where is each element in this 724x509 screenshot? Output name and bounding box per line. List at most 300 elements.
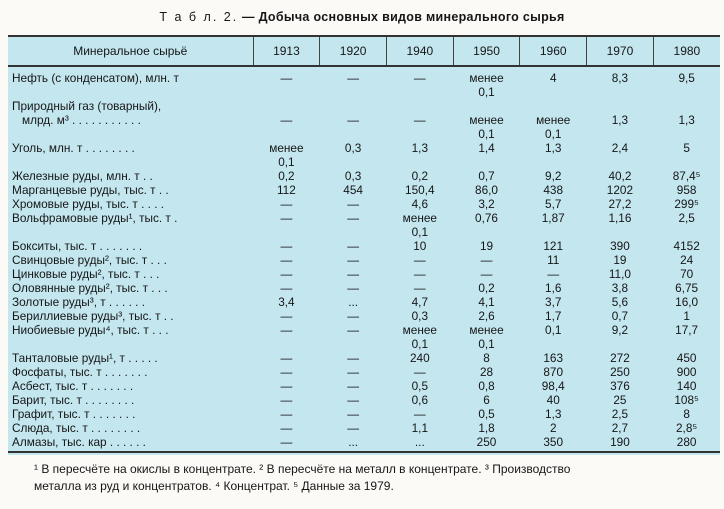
- value-cell: [386, 435, 453, 452]
- table-row: [8, 211, 720, 239]
- value-cell: [386, 295, 453, 309]
- value-line: 1,3: [545, 141, 562, 155]
- mineral-name-cell: [8, 183, 253, 197]
- mineral-name-cell: [8, 66, 253, 99]
- value-line: 4,6: [411, 197, 429, 211]
- value-line: 19: [613, 253, 627, 267]
- value-cell: [587, 393, 654, 407]
- value-cell: [320, 407, 387, 421]
- value-line: —: [413, 113, 426, 127]
- value-line: 0,2: [478, 281, 495, 295]
- value-line: —: [280, 267, 293, 281]
- value-line: 8: [683, 407, 690, 421]
- mineral-name-line: Бериллиевые руды³, тыс. т . .: [12, 309, 174, 323]
- value-cell: [253, 365, 320, 379]
- value-line: 5,7: [545, 197, 562, 211]
- value-line: —: [280, 253, 293, 267]
- value-cell: [520, 197, 587, 211]
- value-line: 16,0: [675, 295, 699, 309]
- mineral-name-cell: [8, 407, 253, 421]
- value-cell: [253, 183, 320, 197]
- value-line: —: [280, 379, 293, 393]
- value-line: 4,7: [411, 295, 429, 309]
- value-line: —: [280, 211, 293, 225]
- mineral-name-cell: [8, 141, 253, 169]
- value-line: 1202: [606, 183, 634, 197]
- value-line: —: [280, 407, 293, 421]
- value-line: 11: [547, 253, 560, 267]
- value-cell: [453, 421, 520, 435]
- value-cell: [653, 141, 720, 169]
- value-cell: [253, 421, 320, 435]
- value-line: —: [280, 435, 293, 449]
- value-line: 150,4: [405, 183, 435, 197]
- value-line: 1,1: [411, 421, 429, 435]
- value-line: 112: [277, 183, 296, 197]
- value-line: 900: [676, 365, 697, 379]
- value-cell: [653, 99, 720, 141]
- value-cell: [320, 421, 387, 435]
- mineral-name-cell: [8, 393, 253, 407]
- value-line: 10: [413, 239, 427, 253]
- value-cell: [587, 379, 654, 393]
- value-line: —: [413, 407, 426, 421]
- mineral-name-line: Асбест, тыс. т . . . . . . .: [12, 379, 134, 393]
- value-cell: [520, 407, 587, 421]
- value-cell: [520, 99, 587, 141]
- mineral-name-cell: [8, 379, 253, 393]
- value-line: 454: [343, 183, 363, 197]
- value-cell: [587, 169, 654, 183]
- value-cell: [587, 197, 654, 211]
- value-line: —: [347, 421, 360, 435]
- value-line: 272: [610, 351, 630, 365]
- value-line: —: [413, 267, 426, 281]
- header-name-col: Минеральное сырьё: [8, 36, 253, 66]
- value-line: 1: [683, 309, 690, 323]
- value-line: ...: [414, 435, 425, 449]
- value-line: 121: [543, 239, 564, 253]
- value-cell: [386, 197, 453, 211]
- value-line: 9,5: [678, 71, 695, 85]
- value-cell: [386, 407, 453, 421]
- value-cell: [653, 197, 720, 211]
- mineral-name-cell: [8, 365, 253, 379]
- value-cell: [453, 407, 520, 421]
- value-line: 108⁵: [674, 393, 699, 407]
- table-row: [8, 99, 720, 141]
- value-line: 870: [543, 365, 564, 379]
- value-cell: [520, 281, 587, 295]
- value-cell: [587, 407, 654, 421]
- value-cell: [386, 309, 453, 323]
- value-line: —: [413, 253, 426, 267]
- mineral-name-cell: [8, 309, 253, 323]
- value-cell: [453, 183, 520, 197]
- value-cell: [386, 323, 453, 351]
- value-cell: [653, 323, 720, 351]
- value-line: [388, 99, 451, 113]
- mineral-name-cell: [8, 295, 253, 309]
- mineral-name-line: Оловянные руды², тыс. т . . .: [12, 281, 168, 295]
- mineral-name-line: Вольфрамовые руды¹, тыс. т .: [12, 211, 178, 225]
- value-line: —: [347, 267, 360, 281]
- value-line: 4: [549, 71, 557, 85]
- value-line: 0,5: [411, 379, 429, 393]
- value-cell: [653, 281, 720, 295]
- mineral-name-line: Слюда, тыс. т . . . . . . . .: [12, 421, 141, 435]
- value-line: —: [347, 253, 360, 267]
- value-line: 3,7: [545, 295, 562, 309]
- table-row: [8, 393, 720, 407]
- value-cell: [320, 169, 387, 183]
- value-line: [455, 99, 518, 113]
- value-line: 2,7: [611, 421, 629, 435]
- value-line: 0,2: [411, 169, 429, 183]
- value-line: 376: [610, 379, 630, 393]
- value-cell: [253, 197, 320, 211]
- value-cell: [453, 393, 520, 407]
- value-cell: [587, 183, 654, 197]
- value-cell: [520, 66, 587, 99]
- mineral-name-cell: [8, 197, 253, 211]
- value-cell: [453, 66, 520, 99]
- value-line: 2,5: [611, 407, 629, 421]
- mineral-name-cell: [8, 323, 253, 351]
- value-line: —: [347, 351, 360, 365]
- value-cell: [320, 281, 387, 295]
- value-line: 1,3: [545, 407, 562, 421]
- value-line: —: [280, 421, 293, 435]
- value-line: 40: [546, 393, 560, 407]
- value-cell: [253, 99, 320, 141]
- mineral-name-line: Графит, тыс. т . . . . . . .: [12, 407, 136, 421]
- value-cell: [453, 435, 520, 452]
- value-line: —: [347, 197, 360, 211]
- table-row: [8, 239, 720, 253]
- value-line: менее: [469, 71, 504, 85]
- value-cell: [587, 99, 654, 141]
- value-cell: [253, 379, 320, 393]
- mineral-name-cell: [8, 421, 253, 435]
- value-cell: [320, 66, 387, 99]
- value-cell: [520, 141, 587, 169]
- value-cell: [253, 281, 320, 295]
- value-line: —: [480, 267, 493, 281]
- table-row: [8, 197, 720, 211]
- value-cell: [520, 169, 587, 183]
- value-line: —: [347, 281, 360, 295]
- value-cell: [320, 351, 387, 365]
- value-cell: [320, 323, 387, 351]
- mineral-name-cell: [8, 239, 253, 253]
- mineral-name-line: млрд. м³ . . . . . . . . . . .: [22, 113, 141, 127]
- value-cell: [386, 393, 453, 407]
- value-line: 1,3: [678, 113, 695, 127]
- value-cell: [453, 253, 520, 267]
- value-cell: [653, 253, 720, 267]
- value-cell: [320, 365, 387, 379]
- value-cell: [520, 365, 587, 379]
- value-cell: [386, 281, 453, 295]
- header-year: 1950: [453, 36, 520, 66]
- value-cell: [320, 309, 387, 323]
- value-line: 250: [476, 435, 497, 449]
- value-cell: [253, 435, 320, 452]
- mineral-production-table: [8, 35, 720, 453]
- value-cell: [653, 421, 720, 435]
- table-row: [8, 295, 720, 309]
- value-cell: [653, 169, 720, 183]
- value-cell: [520, 421, 587, 435]
- value-cell: [453, 281, 520, 295]
- value-line: 0,7: [478, 169, 495, 183]
- value-line: —: [280, 351, 293, 365]
- value-line: менее: [469, 323, 504, 337]
- value-line: 0,1: [545, 323, 562, 337]
- value-cell: [520, 253, 587, 267]
- value-cell: [320, 211, 387, 239]
- value-line: 163: [543, 351, 564, 365]
- value-cell: [453, 99, 520, 141]
- mineral-name-line: Барит, тыс. т . . . . . . . .: [12, 393, 135, 407]
- value-line: —: [413, 365, 426, 379]
- value-line: [255, 99, 318, 113]
- value-cell: [520, 393, 587, 407]
- table-title: [0, 10, 724, 24]
- table-body: [8, 66, 720, 452]
- value-line: —: [347, 393, 360, 407]
- table-row: [8, 267, 720, 281]
- value-cell: [587, 267, 654, 281]
- value-line: —: [347, 309, 360, 323]
- header-year: 1980: [653, 36, 720, 66]
- value-cell: [653, 183, 720, 197]
- value-line: 1,6: [545, 281, 562, 295]
- value-line: 390: [610, 239, 630, 253]
- value-line: ...: [348, 295, 359, 309]
- mineral-name-cell: [8, 211, 253, 239]
- value-line: 2,5: [678, 211, 695, 225]
- value-line: —: [547, 267, 560, 281]
- value-line: 958: [676, 183, 697, 197]
- value-line: —: [413, 281, 426, 295]
- value-cell: [253, 323, 320, 351]
- value-line: —: [347, 71, 360, 85]
- value-line: 5,6: [611, 295, 629, 309]
- value-cell: [520, 239, 587, 253]
- value-line: 1,3: [611, 113, 629, 127]
- value-line: 250: [610, 365, 630, 379]
- value-line: [655, 99, 718, 113]
- value-cell: [520, 183, 587, 197]
- value-cell: [386, 351, 453, 365]
- value-line: 0,7: [611, 309, 629, 323]
- mineral-name-line: Цинковые руды², тыс. т . . .: [12, 267, 160, 281]
- header-year: 1940: [386, 36, 453, 66]
- table-row: [8, 141, 720, 169]
- mineral-name-cell: [8, 267, 253, 281]
- value-cell: [320, 393, 387, 407]
- mineral-name-line: Свинцовые руды², тыс. т . . .: [12, 253, 167, 267]
- mineral-name-line: Танталовые руды¹, т . . . . .: [12, 351, 158, 365]
- value-line: —: [280, 365, 293, 379]
- value-line: 0,1: [478, 127, 495, 141]
- value-line: [589, 99, 652, 113]
- value-line: 8: [483, 351, 490, 365]
- table-row: [8, 66, 720, 99]
- value-cell: [653, 267, 720, 281]
- value-cell: [520, 323, 587, 351]
- value-cell: [453, 351, 520, 365]
- footnote-line: металла из руд и концентратов. ⁴ Концентрат. ⁵ Данные за 1979.: [34, 479, 394, 493]
- value-line: ...: [348, 435, 359, 449]
- value-cell: [320, 253, 387, 267]
- value-cell: [253, 141, 320, 169]
- value-cell: [386, 253, 453, 267]
- table-label: Т а б л. 2.: [159, 10, 239, 24]
- value-line: —: [280, 281, 293, 295]
- value-cell: [453, 239, 520, 253]
- header-year: 1913: [253, 36, 320, 66]
- value-cell: [653, 211, 720, 239]
- value-cell: [320, 99, 387, 141]
- value-cell: [386, 267, 453, 281]
- value-cell: [453, 309, 520, 323]
- value-cell: [386, 183, 453, 197]
- value-line: —: [280, 323, 293, 337]
- value-cell: [453, 379, 520, 393]
- value-line: 1,4: [478, 141, 495, 155]
- mineral-name-line: Хромовые руды, тыс. т . . . .: [12, 197, 165, 211]
- value-cell: [453, 323, 520, 351]
- table-row: [8, 281, 720, 295]
- value-line: 98,4: [541, 379, 565, 393]
- value-line: —: [280, 393, 293, 407]
- value-cell: [587, 239, 654, 253]
- value-cell: [386, 239, 453, 253]
- value-cell: [453, 365, 520, 379]
- value-cell: [253, 253, 320, 267]
- mineral-name-line: Алмазы, тыс. кар . . . . . .: [12, 435, 146, 449]
- value-line: 240: [409, 351, 430, 365]
- table-row: [8, 253, 720, 267]
- mineral-name-line: Природный газ (товарный),: [12, 99, 162, 113]
- value-cell: [386, 211, 453, 239]
- value-line: 27,2: [608, 197, 632, 211]
- value-line: —: [280, 197, 293, 211]
- value-line: 140: [676, 379, 697, 393]
- value-line: 0,6: [411, 393, 429, 407]
- value-line: —: [347, 365, 360, 379]
- value-line: 6,75: [675, 281, 699, 295]
- value-line: менее: [536, 113, 571, 127]
- value-line: 0,3: [344, 169, 362, 183]
- value-line: 2,6: [478, 309, 495, 323]
- value-line: [522, 99, 585, 113]
- table-row: [8, 379, 720, 393]
- value-cell: [653, 351, 720, 365]
- value-cell: [587, 323, 654, 351]
- value-cell: [653, 66, 720, 99]
- value-cell: [587, 66, 654, 99]
- value-line: —: [347, 407, 360, 421]
- value-line: 299⁵: [674, 197, 699, 211]
- value-cell: [253, 309, 320, 323]
- value-line: 11,0: [608, 267, 631, 281]
- value-line: —: [280, 239, 293, 253]
- value-cell: [453, 211, 520, 239]
- value-line: 17,7: [675, 323, 699, 337]
- value-line: 24: [680, 253, 694, 267]
- value-cell: [386, 66, 453, 99]
- value-cell: [587, 365, 654, 379]
- value-cell: [653, 435, 720, 452]
- value-line: 450: [676, 351, 697, 365]
- value-cell: [320, 183, 387, 197]
- value-cell: [320, 435, 387, 452]
- value-line: —: [347, 323, 360, 337]
- mineral-name-line: Фосфаты, тыс. т . . . . . . .: [12, 365, 148, 379]
- value-line: 1,87: [541, 211, 565, 225]
- value-line: 1,16: [608, 211, 632, 225]
- table-row: [8, 435, 720, 452]
- value-line: —: [480, 253, 493, 267]
- value-cell: [453, 295, 520, 309]
- value-line: 86,0: [475, 183, 498, 197]
- value-cell: [520, 379, 587, 393]
- value-line: 2,4: [611, 141, 629, 155]
- value-line: 2,8⁵: [675, 421, 698, 435]
- value-cell: [320, 197, 387, 211]
- value-cell: [653, 393, 720, 407]
- mineral-name-cell: [8, 253, 253, 267]
- mineral-name-cell: [8, 351, 253, 365]
- table-row: [8, 323, 720, 351]
- value-line: 0,1: [411, 225, 429, 239]
- value-cell: [386, 421, 453, 435]
- value-cell: [587, 281, 654, 295]
- value-line: 3,8: [611, 281, 629, 295]
- value-cell: [320, 295, 387, 309]
- value-cell: [386, 141, 453, 169]
- value-line: 350: [543, 435, 564, 449]
- value-line: [322, 99, 385, 113]
- value-line: —: [347, 239, 360, 253]
- value-line: 3,4: [278, 295, 295, 309]
- value-cell: [253, 295, 320, 309]
- value-line: 0,8: [478, 379, 495, 393]
- value-cell: [253, 407, 320, 421]
- value-cell: [253, 351, 320, 365]
- table-container: [8, 35, 720, 455]
- value-cell: [320, 379, 387, 393]
- value-line: 5: [683, 141, 690, 155]
- table-row: [8, 407, 720, 421]
- value-cell: [587, 421, 654, 435]
- table-row: [8, 421, 720, 435]
- value-cell: [253, 239, 320, 253]
- value-line: 0,2: [278, 169, 295, 183]
- value-line: 0,3: [344, 141, 362, 155]
- value-line: менее: [269, 141, 304, 155]
- value-line: 0,1: [478, 337, 495, 351]
- value-cell: [453, 141, 520, 169]
- value-line: 0,5: [478, 407, 495, 421]
- value-cell: [386, 99, 453, 141]
- value-cell: [653, 295, 720, 309]
- value-line: 190: [610, 435, 630, 449]
